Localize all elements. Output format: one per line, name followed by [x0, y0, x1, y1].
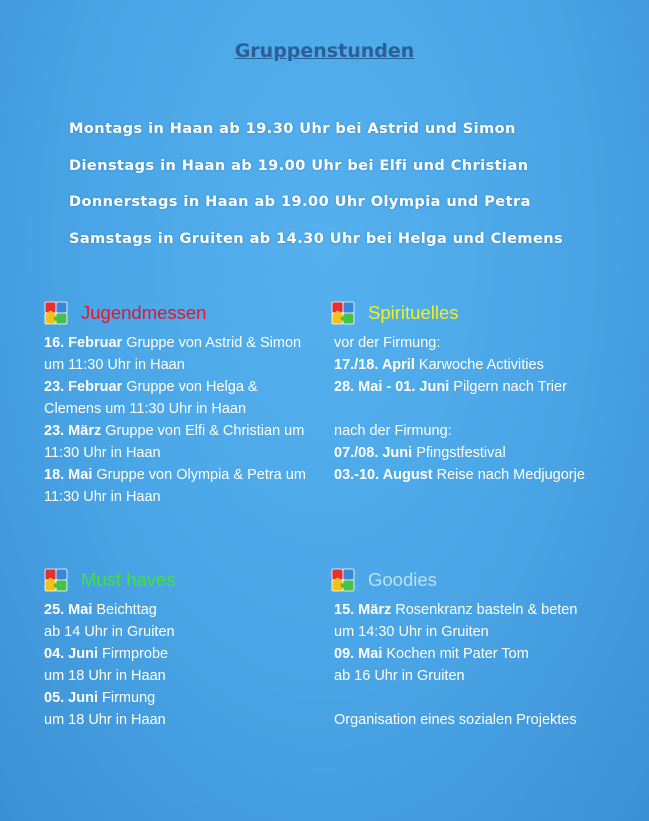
- section-header: [331, 567, 631, 593]
- entry-text: Gruppe von Astrid & Simon um 11:30 Uhr in Haan: [44, 335, 302, 373]
- puzzle-pieces-icon: [44, 301, 68, 325]
- entry-date: 05. Juni: [44, 690, 98, 706]
- entry-text: Firmprobe: [98, 646, 169, 662]
- entry-date: 09. Mai: [334, 646, 383, 662]
- list-item: [334, 376, 631, 398]
- entries-intro: nach der Firmung:: [334, 423, 452, 439]
- entry-date: 07./08. Juni: [334, 445, 413, 461]
- list-item: [334, 464, 631, 486]
- entry-detail: um 18 Uhr in Haan: [44, 668, 166, 684]
- entries-list: [334, 332, 631, 486]
- entry-date: 23. März: [44, 423, 102, 439]
- goodies-footer: Organisation eines sozialen Projektes: [334, 712, 577, 728]
- schedule-list: [69, 119, 563, 265]
- entries-list: [44, 332, 314, 508]
- entry-date: 17./18. April: [334, 357, 415, 373]
- puzzle-pieces-icon: [331, 301, 355, 325]
- list-item: [44, 687, 314, 709]
- entry-detail: um 18 Uhr in Haan: [44, 712, 166, 728]
- list-item: [44, 464, 314, 508]
- entries-list: [44, 599, 314, 731]
- entry-text: Beichttag: [92, 602, 157, 618]
- entry-text: Reise nach Medjugorje: [432, 467, 585, 483]
- schedule-line: Samstags in Gruiten ab 14.30 Uhr bei Helga und Clemens: [69, 230, 564, 247]
- section-title: Must haves: [81, 569, 176, 590]
- entry-date: 23. Februar: [44, 379, 123, 395]
- entry-date: 15. März: [334, 602, 392, 618]
- schedule-line: Dienstags in Haan ab 19.00 Uhr bei Elfi und Christian: [69, 157, 529, 174]
- puzzle-pieces-icon: [331, 568, 355, 592]
- list-item: [44, 643, 314, 665]
- entry-text: Pilgern nach Trier: [449, 379, 567, 395]
- entry-date: 18. Mai: [44, 467, 93, 483]
- entry-detail: ab 14 Uhr in Gruiten: [44, 624, 175, 640]
- puzzle-pieces-icon: [44, 568, 68, 592]
- entry-text: Karwoche Activities: [414, 357, 544, 373]
- section-title: Spirituelles: [368, 302, 459, 323]
- section-header: [44, 567, 314, 593]
- entry-date: 16. Februar: [44, 335, 123, 351]
- list-item: [44, 420, 314, 464]
- entry-detail: ab 16 Uhr in Gruiten: [334, 668, 465, 684]
- section-jugendmessen: [44, 300, 314, 508]
- section-title: Jugendmessen: [81, 302, 207, 323]
- entry-text: Firmung: [98, 690, 156, 706]
- section-header: [44, 300, 314, 326]
- entry-detail: um 14:30 Uhr in Gruiten: [334, 624, 489, 640]
- entry-date: 04. Juni: [44, 646, 98, 662]
- section-spirituelles: [331, 300, 631, 486]
- list-item: [334, 599, 631, 621]
- entry-date: 25. Mai: [44, 602, 93, 618]
- list-item: [44, 376, 314, 420]
- section-title: Goodies: [368, 569, 437, 590]
- section-goodies: [331, 567, 631, 731]
- list-item: [44, 332, 314, 376]
- entries-list: [334, 599, 631, 731]
- schedule-line: Montags in Haan ab 19.30 Uhr bei Astrid und Simon: [69, 121, 516, 137]
- list-item: [334, 442, 631, 464]
- entry-text: Gruppe von Helga & Clemens um 11:30 Uhr in Haan: [44, 379, 258, 417]
- entry-text: Pfingstfestival: [412, 445, 506, 461]
- entry-text: Kochen mit Pater Tom: [382, 646, 529, 662]
- entry-date: 03.-10. August: [334, 467, 433, 483]
- entries-intro: vor der Firmung:: [334, 335, 441, 351]
- entry-text: Rosenkranz basteln & beten: [391, 602, 578, 618]
- list-item: [44, 599, 314, 621]
- list-item: [334, 643, 631, 665]
- schedule-line: Donnerstags in Haan ab 19.00 Uhr Olympia und Petra: [69, 194, 531, 210]
- page-title: Gruppenstunden: [234, 40, 415, 62]
- entry-date: 28. Mai - 01. Juni: [334, 379, 450, 395]
- list-item: [334, 354, 631, 376]
- entry-text: Gruppe von Elfi & Christian um 11:30 Uhr in Haan: [44, 423, 305, 461]
- section-must-haves: [44, 567, 314, 731]
- entry-text: Gruppe von Olympia & Petra um 11:30 Uhr in Haan: [44, 467, 306, 505]
- section-header: [331, 300, 631, 326]
